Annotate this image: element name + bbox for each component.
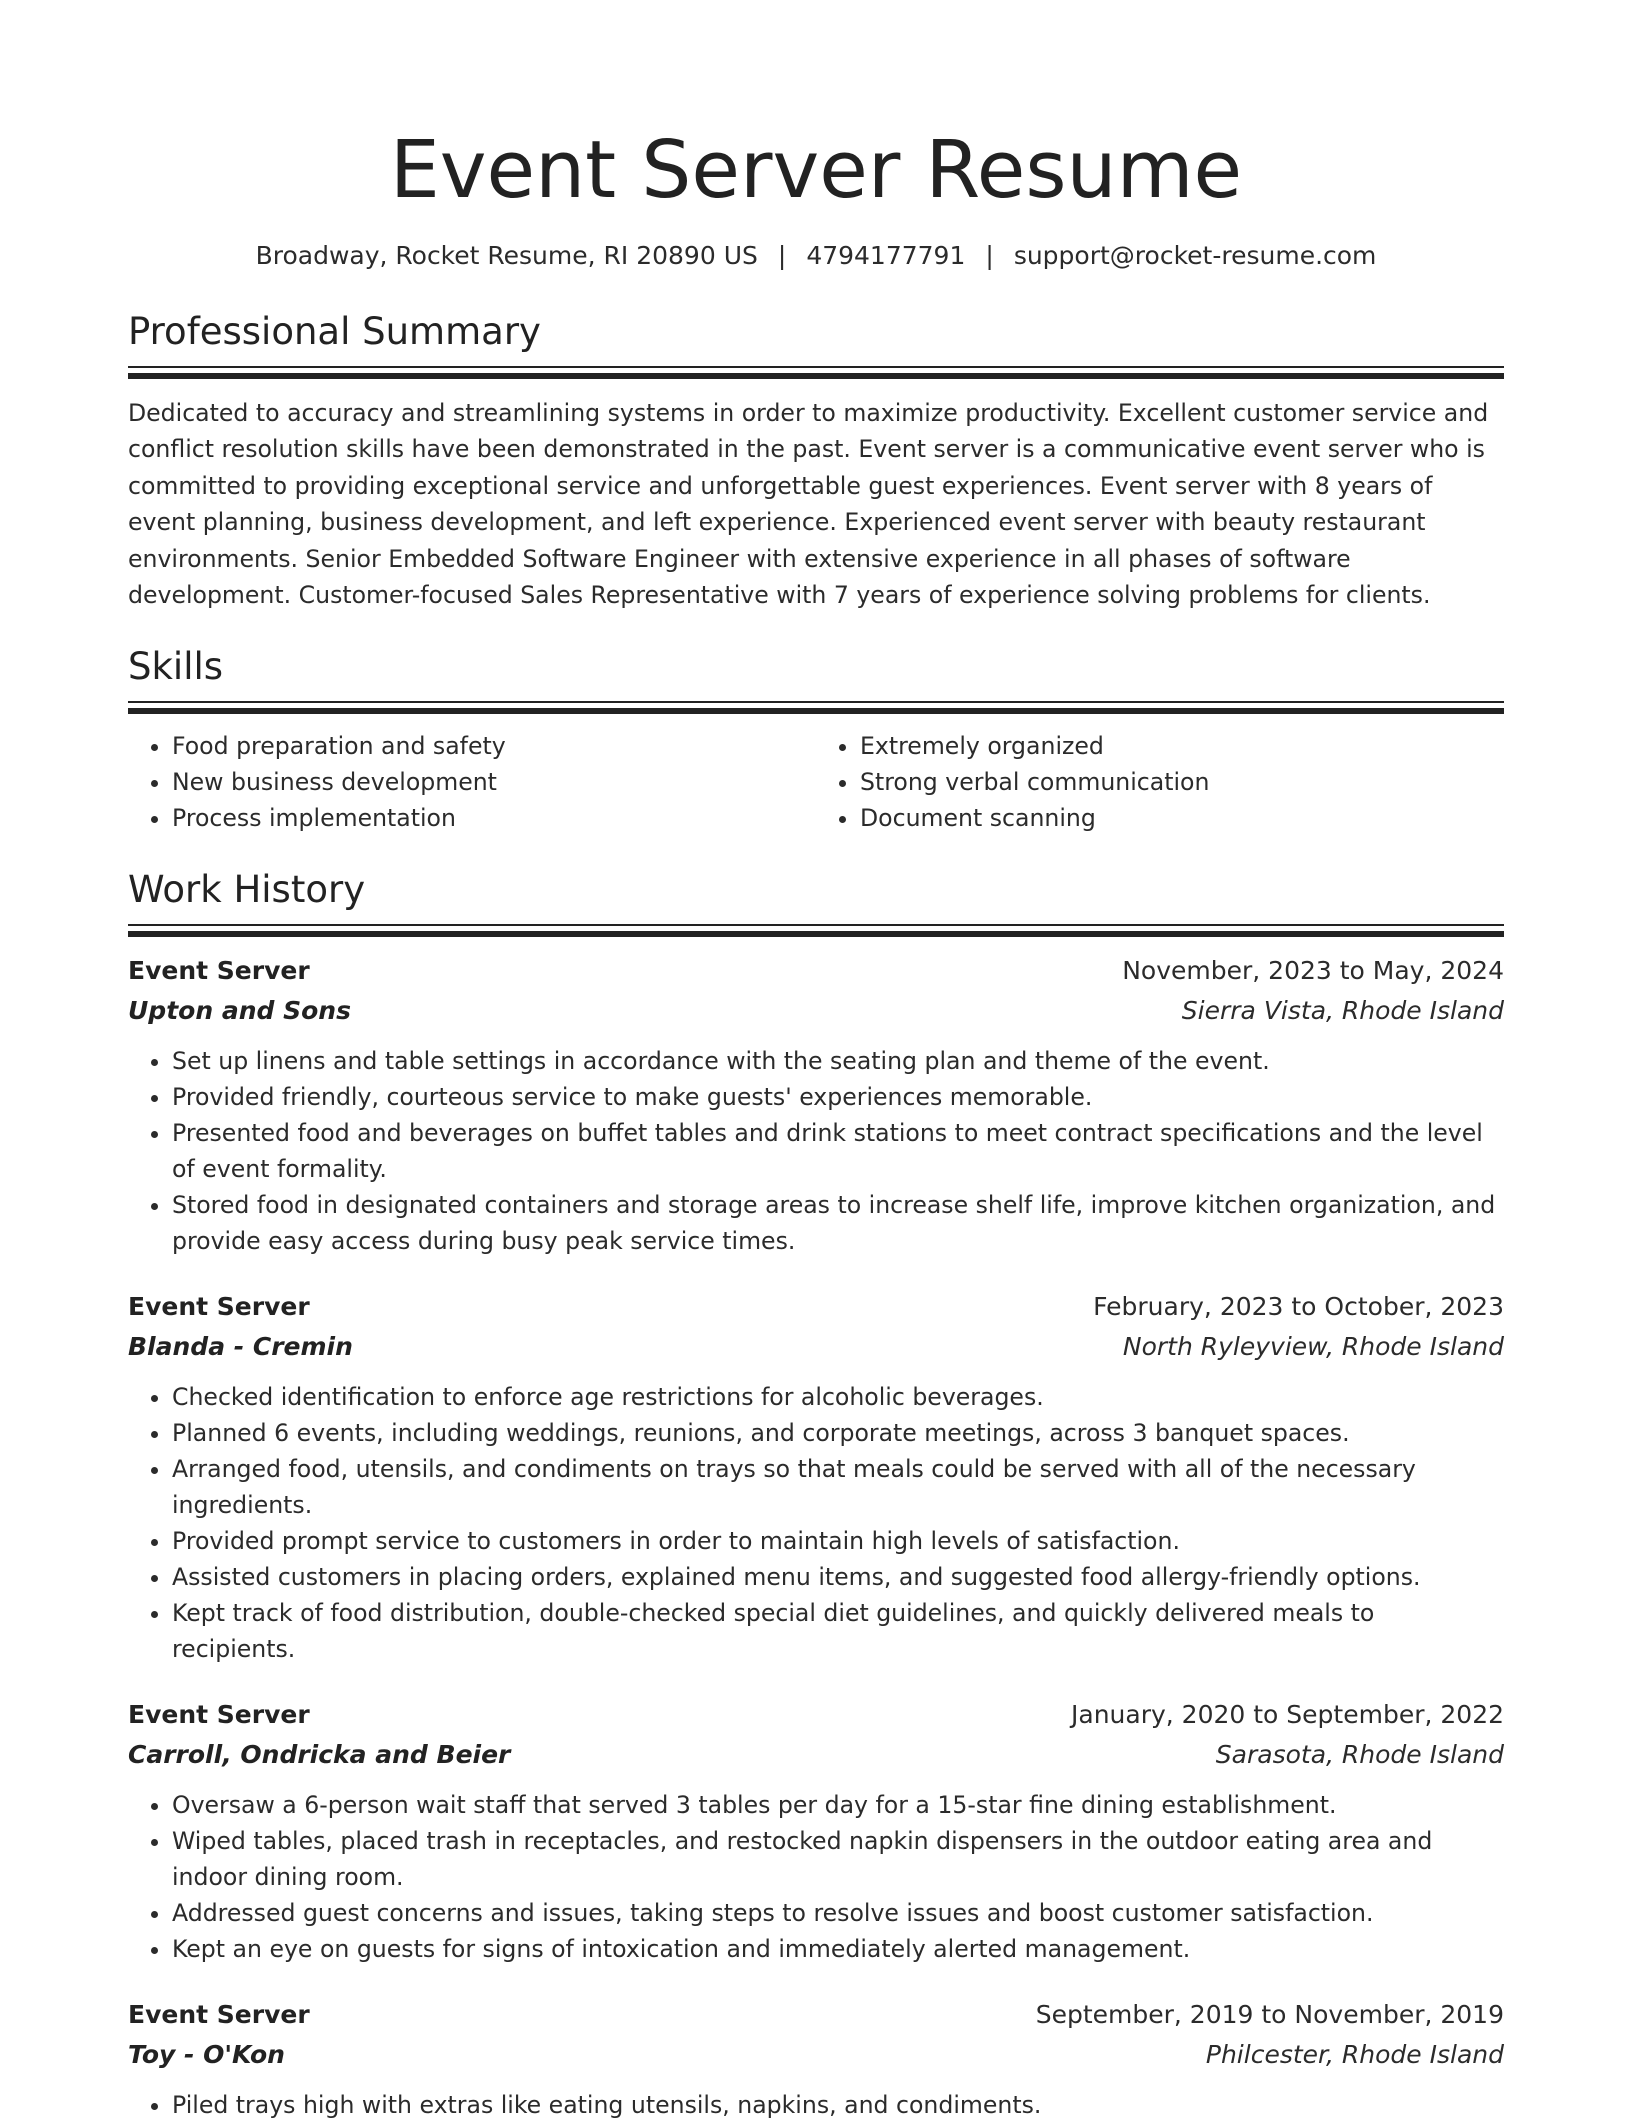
- job-bullet: • Presented food and beverages on buffet tables and drink stations to meet contract specifications and the level of event formality.: [172, 1115, 1504, 1187]
- job-entry: [128, 1287, 1504, 1667]
- summary-text: Dedicated to accuracy and streamlining systems in order to maximize productivity. Excellent customer service and conflict resolution skills have been demonstrated in the past. Event server is a communicative event server who is committed to providing exceptional service and unforgettable guest experiences. Event server with 8 years of event planning, business development, and left experience. Experienced event server with beauty restaurant environments. Senior Embedded Software Engineer with extensive experience in all phases of software development. Customer-focused Sales Representative with 7 years of experience solving problems for clients.: [128, 399, 1489, 610]
- section-heading: Skills: [128, 645, 224, 689]
- job-subheader: [128, 1735, 1504, 1775]
- skill-item: • Food preparation and safety: [172, 728, 816, 764]
- job-header: [128, 1995, 1504, 2035]
- job-title: Event Server: [128, 1700, 310, 1730]
- contact-line: [128, 236, 1504, 276]
- skill-item: • Document scanning: [860, 800, 1504, 836]
- job-bullet: • Planned 6 events, including weddings, reunions, and corporate meetings, across 3 banquet spaces.: [172, 1415, 1504, 1451]
- professional-summary-section: [128, 306, 1504, 613]
- job-bullets: [128, 1379, 1504, 1667]
- job-entry: [128, 951, 1504, 1259]
- skill-item: • Strong verbal communication: [860, 764, 1504, 800]
- skills-section: [128, 641, 1504, 836]
- job-dates: February, 2023 to October, 2023: [1093, 1292, 1504, 1322]
- resume-title: Event Server Resume: [389, 124, 1243, 216]
- job-entry: [128, 1995, 1504, 2123]
- skill-item: • Extremely organized: [860, 728, 1504, 764]
- job-title: Event Server: [128, 2000, 310, 2030]
- section-rule-thick: [128, 931, 1504, 937]
- job-bullet: • Addressed guest concerns and issues, taking steps to resolve issues and boost customer satisfaction.: [172, 1895, 1504, 1931]
- job-bullet: • Stored food in designated containers and storage areas to increase shelf life, improve kitchen organization, and provide easy access during busy peak service times.: [172, 1187, 1504, 1259]
- job-bullets: [128, 2087, 1504, 2123]
- job-bullets: [128, 1043, 1504, 1259]
- job-header: [128, 951, 1504, 991]
- job-dates: September, 2019 to November, 2019: [1035, 2000, 1504, 2030]
- job-bullet: • Piled trays high with extras like eating utensils, napkins, and condiments.: [172, 2087, 1504, 2123]
- section-rule-thin: [128, 366, 1504, 368]
- job-location: Philcester, Rhode Island: [1205, 2040, 1504, 2070]
- job-entry: [128, 1695, 1504, 1967]
- job-subheader: [128, 991, 1504, 1031]
- job-subheader: [128, 1327, 1504, 1367]
- job-company: Blanda - Cremin: [128, 1332, 353, 1362]
- job-bullet: • Provided friendly, courteous service to make guests' experiences memorable.: [172, 1079, 1504, 1115]
- job-title: Event Server: [128, 1292, 310, 1322]
- job-bullet: • Kept an eye on guests for signs of intoxication and immediately alerted management.: [172, 1931, 1504, 1967]
- skills-list-right: [816, 728, 1504, 836]
- section-rule-thin: [128, 701, 1504, 703]
- job-bullet: • Set up linens and table settings in accordance with the seating plan and theme of the event.: [172, 1043, 1504, 1079]
- job-dates: January, 2020 to September, 2022: [1071, 1700, 1504, 1730]
- job-bullets: [128, 1787, 1504, 1967]
- work-history-section: [128, 864, 1504, 2123]
- job-bullet: • Provided prompt service to customers in order to maintain high levels of satisfaction.: [172, 1523, 1504, 1559]
- job-bullet: • Wiped tables, placed trash in receptacles, and restocked napkin dispensers in the outdoor eating area and indoor dining room.: [172, 1823, 1504, 1895]
- job-company: Carroll, Ondricka and Beier: [128, 1740, 511, 1770]
- job-bullet: • Kept track of food distribution, double-checked special diet guidelines, and quickly delivered meals to recipients.: [172, 1595, 1504, 1667]
- job-bullet: • Oversaw a 6-person wait staff that served 3 tables per day for a 15-star fine dining establishment.: [172, 1787, 1504, 1823]
- section-rule-thick: [128, 708, 1504, 714]
- job-location: North Ryleyview, Rhode Island: [1122, 1332, 1504, 1362]
- contact-email: support@rocket-resume.com: [1013, 241, 1377, 270]
- job-dates: November, 2023 to May, 2024: [1122, 956, 1504, 986]
- skill-item: • New business development: [172, 764, 816, 800]
- job-header: [128, 1695, 1504, 1735]
- job-location: Sarasota, Rhode Island: [1215, 1740, 1504, 1770]
- job-bullet: • Arranged food, utensils, and condiments on trays so that meals could be served with all of the necessary ingredients.: [172, 1451, 1504, 1523]
- contact-separator: |: [985, 241, 994, 270]
- job-header: [128, 1287, 1504, 1327]
- section-heading: Professional Summary: [128, 310, 541, 353]
- section-rule-thick: [128, 373, 1504, 379]
- job-subheader: [128, 2035, 1504, 2075]
- section-heading: Work History: [128, 868, 366, 912]
- job-company: Toy - O'Kon: [128, 2040, 285, 2070]
- contact-phone: 4794177791: [806, 241, 966, 270]
- section-rule-thin: [128, 924, 1504, 926]
- resume-page: [128, 0, 1504, 2123]
- skills-list-left: [128, 728, 816, 836]
- job-location: Sierra Vista, Rhode Island: [1181, 996, 1504, 1026]
- job-bullet: • Checked identification to enforce age restrictions for alcoholic beverages.: [172, 1379, 1504, 1415]
- skill-item: • Process implementation: [172, 800, 816, 836]
- contact-separator: |: [777, 241, 787, 270]
- contact-address: Broadway, Rocket Resume, RI 20890 US: [255, 241, 758, 270]
- job-company: Upton and Sons: [128, 996, 351, 1026]
- job-bullet: • Assisted customers in placing orders, explained menu items, and suggested food allergy-friendly options.: [172, 1559, 1504, 1595]
- skills-columns: [128, 728, 1504, 836]
- job-title: Event Server: [128, 956, 310, 986]
